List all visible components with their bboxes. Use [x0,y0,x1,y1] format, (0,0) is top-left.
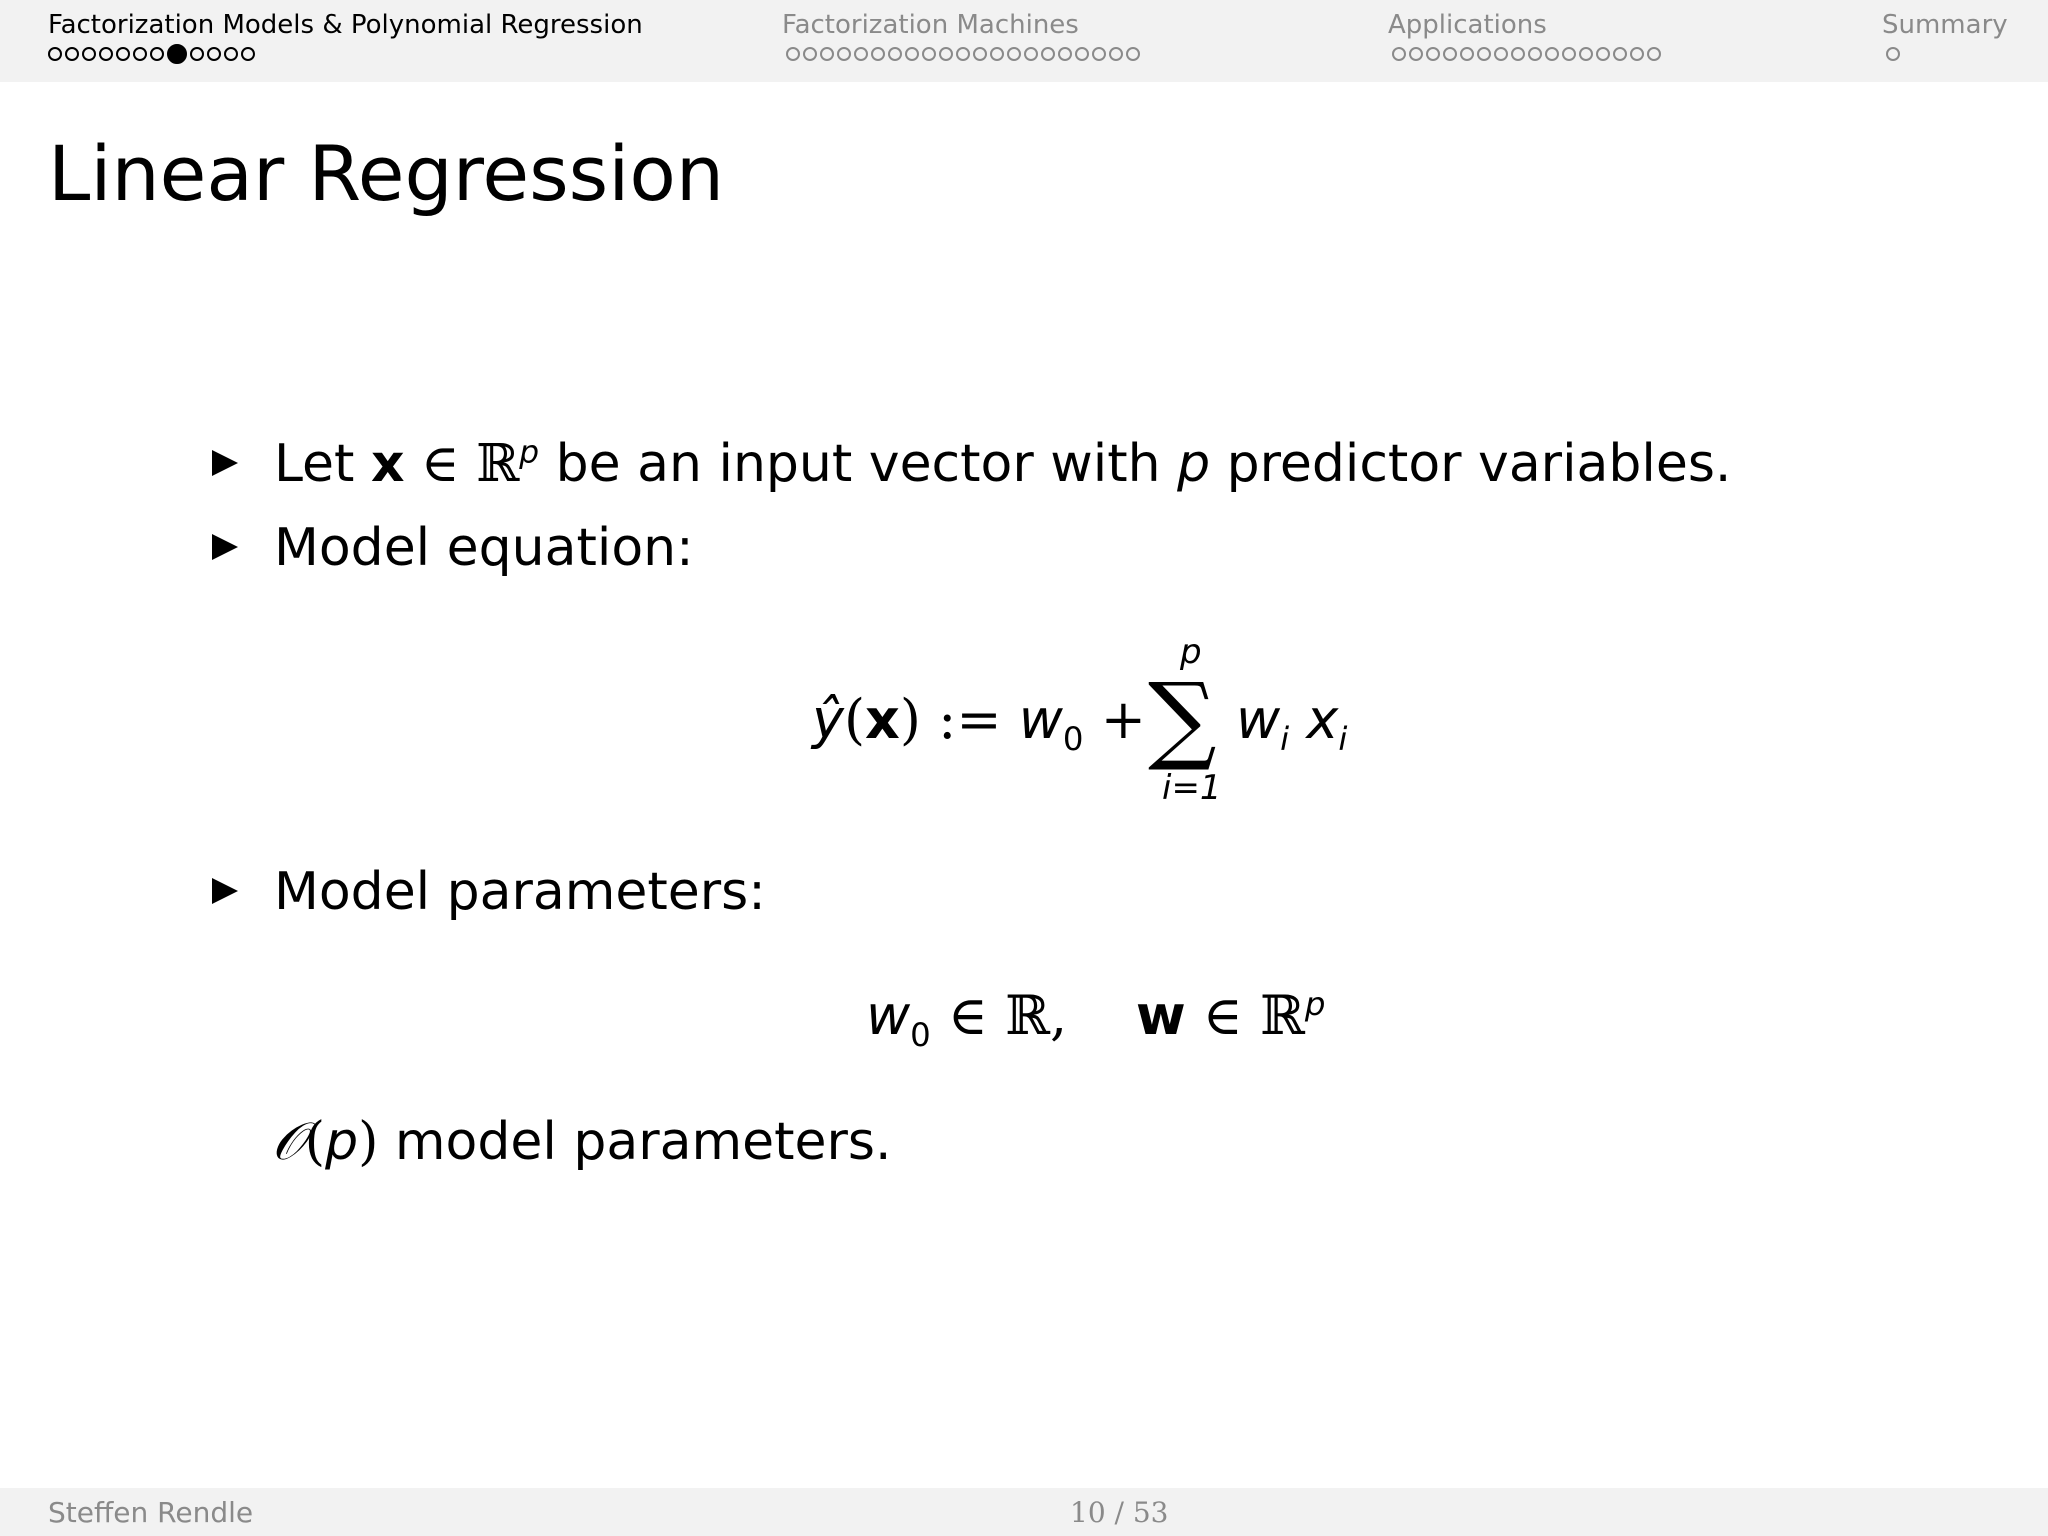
math-sub-i: i [1338,719,1348,758]
math-sub-i: i [1280,719,1290,758]
complexity-statement [272,1110,892,1174]
math-yhat: ŷ [812,688,844,751]
complexity-text: model parameters. [378,1112,892,1172]
summation [1142,632,1232,810]
math-plus: + [1083,688,1146,751]
math-p: p [1177,434,1211,494]
bullet-triangle-icon [212,878,238,904]
footer-page-number: 10 / 53 [1070,1496,1169,1529]
math-x: x [1306,688,1339,751]
bullet-text: be an input vector with [539,434,1178,494]
math-in-reals: ∈ ℝ [1185,984,1305,1047]
nav-section-title[interactable]: Applications [1388,10,1547,40]
bullet-input-vector [212,432,1731,496]
math-x-bold: x [370,434,405,494]
bullet-text: predictor variables. [1210,434,1732,494]
math-big-o: 𝒪 [272,1112,305,1172]
slide-title: Linear Regression [48,129,725,218]
math-w-bold: w [1135,984,1186,1047]
math-sub-0: 0 [910,1015,931,1054]
bullet-text: Model equation: [274,518,694,578]
math-assign: := [920,688,1019,751]
math-paren: ( [843,688,866,751]
bullet-text: Model parameters: [274,862,766,922]
bullet-triangle-icon [212,534,238,560]
bullet-triangle-icon [212,450,238,476]
math-p: p [325,1112,359,1172]
bullet-model-equation [212,516,694,580]
slide-footer [0,1488,2048,1536]
nav-section-title[interactable]: Factorization Machines [782,10,1079,40]
math-w: w [866,984,911,1047]
sigma-icon: ∑ [1148,662,1217,774]
sum-lower-limit: i=1 [1162,768,1222,808]
math-paren: ) [358,1112,379,1172]
nav-section-title[interactable]: Summary [1882,10,2008,40]
math-reals: ℝ [476,434,520,494]
math-w: w [1236,688,1281,751]
footer-author: Steffen Rendle [48,1496,254,1529]
math-w: w [1018,688,1063,751]
math-sub-0: 0 [1062,719,1084,758]
math-sup-p: p [519,434,540,471]
bullet-text: Let [274,434,371,494]
sum-upper-limit: p [1180,632,1202,672]
math-x-bold: x [865,688,900,751]
math-in-reals: ∈ ℝ, [930,984,1068,1047]
math-sup-p: p [1304,985,1326,1023]
math-paren: ) [899,688,921,751]
math-paren: ( [304,1112,326,1172]
parameters-equation [866,984,1326,1054]
nav-section-title[interactable]: Factorization Models & Polynomial Regression [48,10,643,40]
bullet-model-parameters [212,860,766,924]
math-in: ∈ [404,434,477,494]
